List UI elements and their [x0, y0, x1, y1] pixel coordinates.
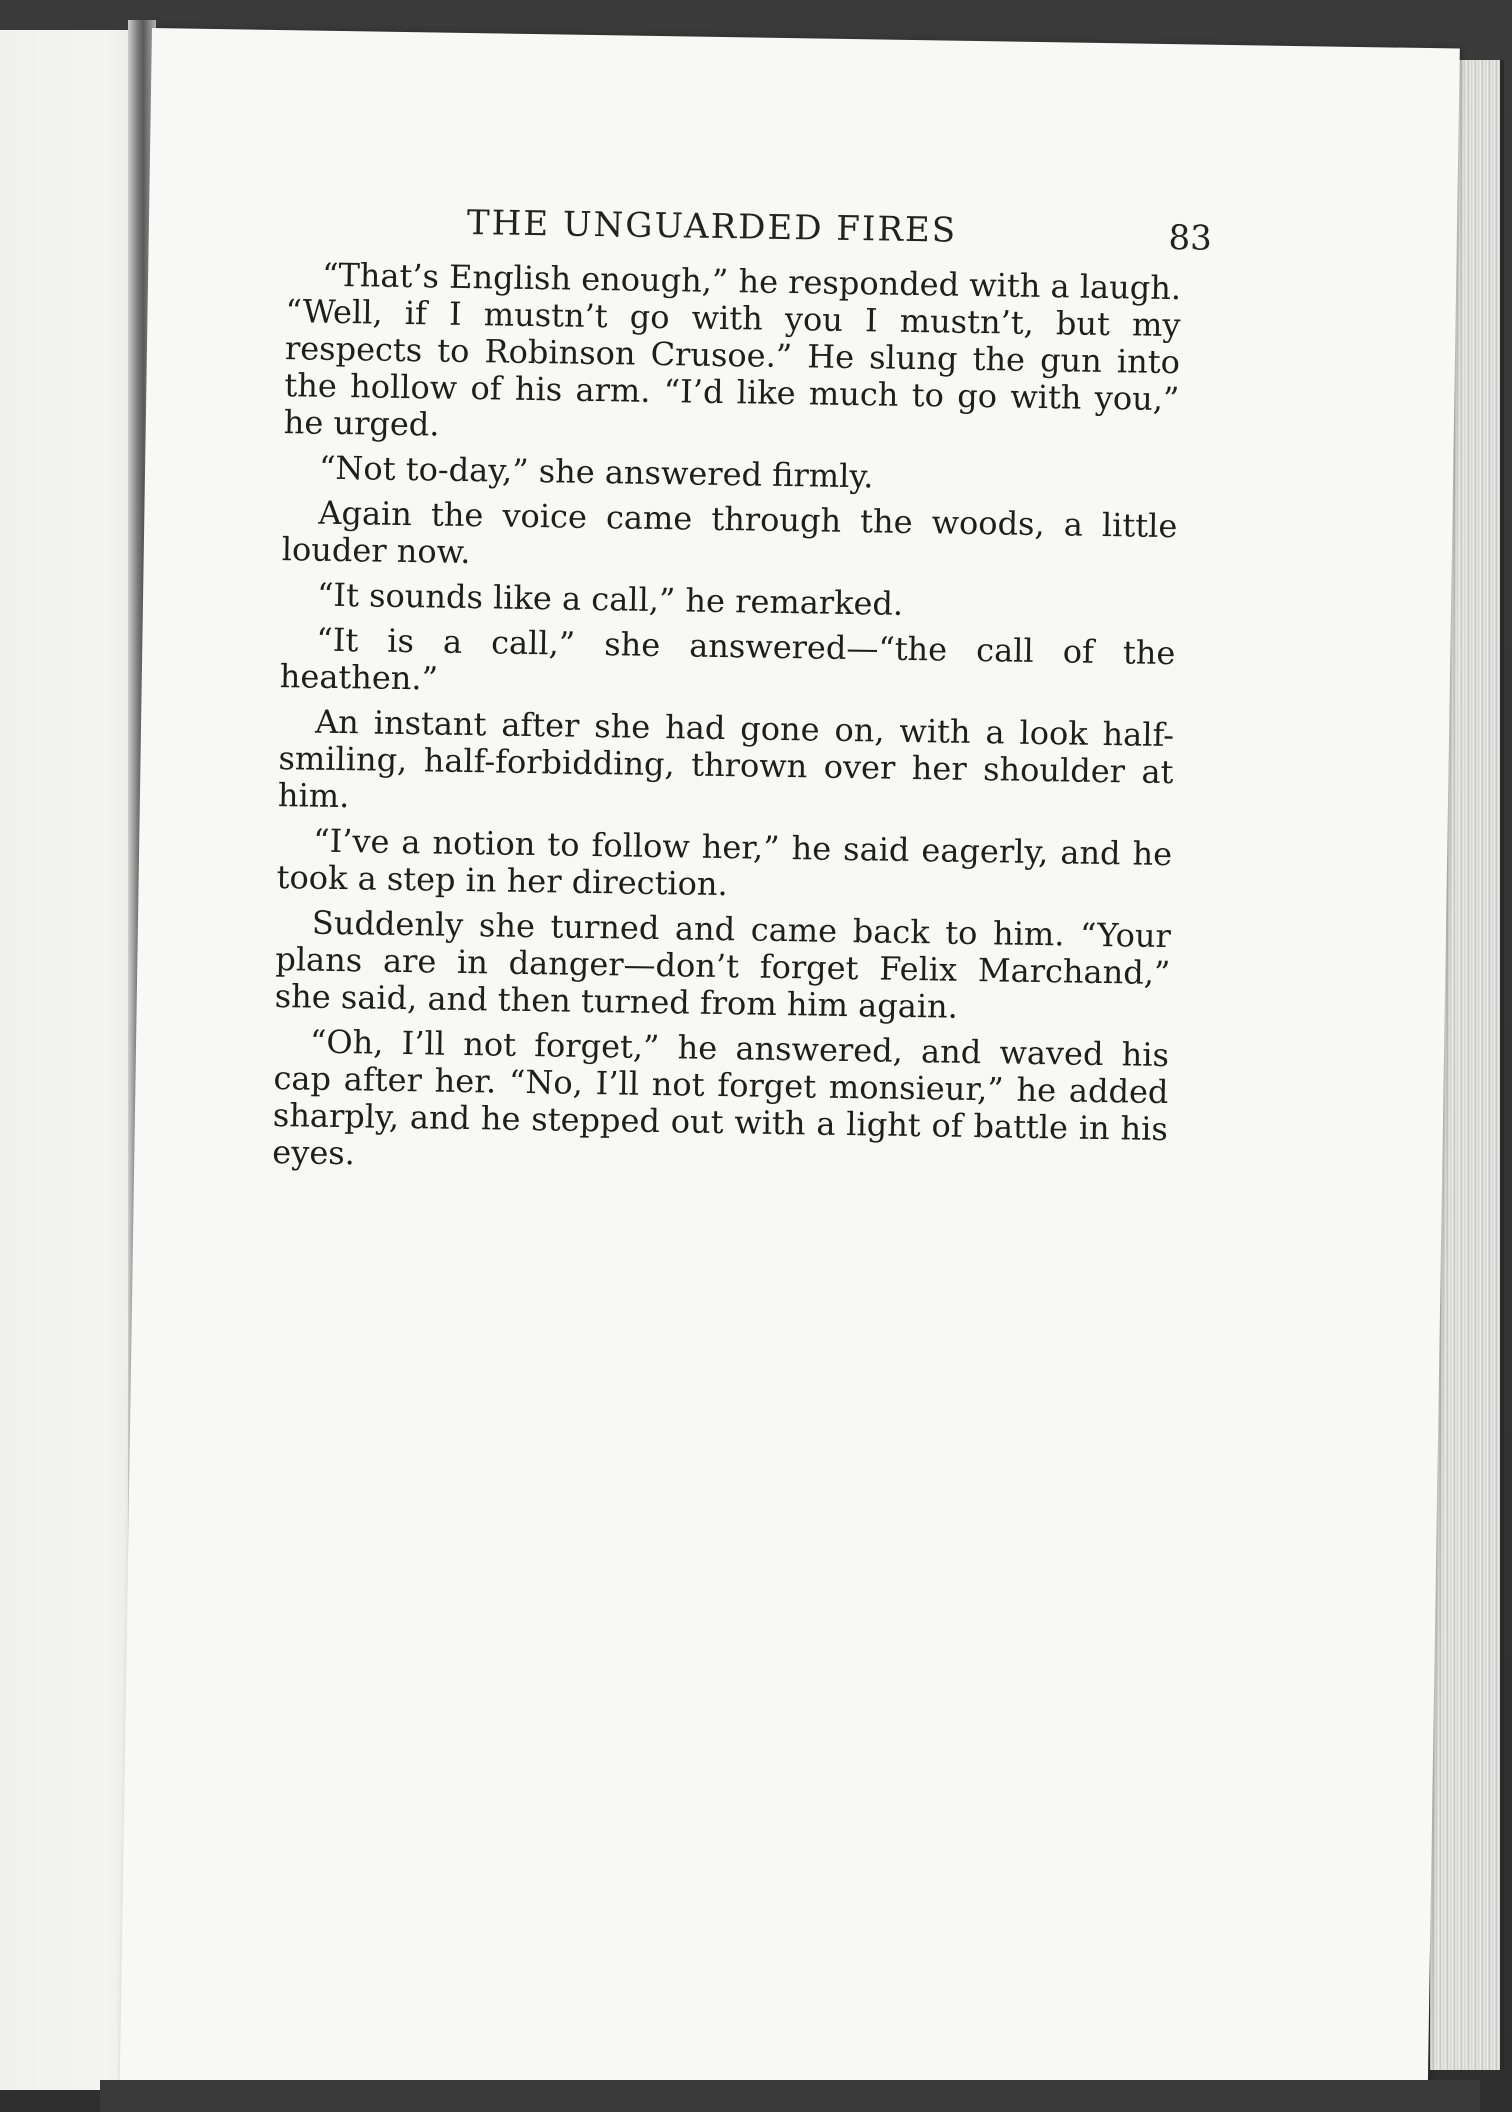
text-block	[272, 200, 1213, 1193]
paragraph: “I’ve a notion to follow her,” he said eagerly, and he took a step in her direction.	[276, 821, 1173, 904]
running-head	[287, 200, 1213, 262]
paragraph: “It sounds like a call,” he remarked.	[316, 575, 904, 623]
paragraph: Again the voice came through the woods, a little louder now.	[281, 493, 1178, 572]
paragraph: “Not to-day,” she answered firmly.	[318, 448, 874, 496]
running-title: THE UNGUARDED FIRES	[466, 202, 958, 251]
paragraph: “It is a call,” she answered—“the call of the heathen.”	[279, 620, 1176, 698]
page-number: 83	[1168, 217, 1213, 259]
paragraph: “Oh, I’ll not forget,” he answered, and waved his cap after her. “No, I’ll not forget monsieur,” he added sharply, and he stepped out with a light of battle in his eyes.	[272, 1022, 1170, 1173]
paragraph: Suddenly she turned and came back to him. “Your plans are in danger—don’t forget Felix Marchand,” she said, and then turned from him again.	[274, 903, 1172, 1026]
book-page	[119, 28, 1459, 2112]
scan-background	[100, 2080, 1480, 2112]
paragraph: An instant after she had gone on, with a look half-smiling, half-forbidding, thrown over her shoulder at him.	[277, 702, 1175, 816]
paragraph: “That’s English enough,” he responded with a laugh. “Well, if I mustn’t go with you I mustn’t, but my respects to Robinson Crusoe.” He slung the gun into the hollow of his arm. “I’d like much to go with you,” he urged.	[283, 255, 1182, 444]
